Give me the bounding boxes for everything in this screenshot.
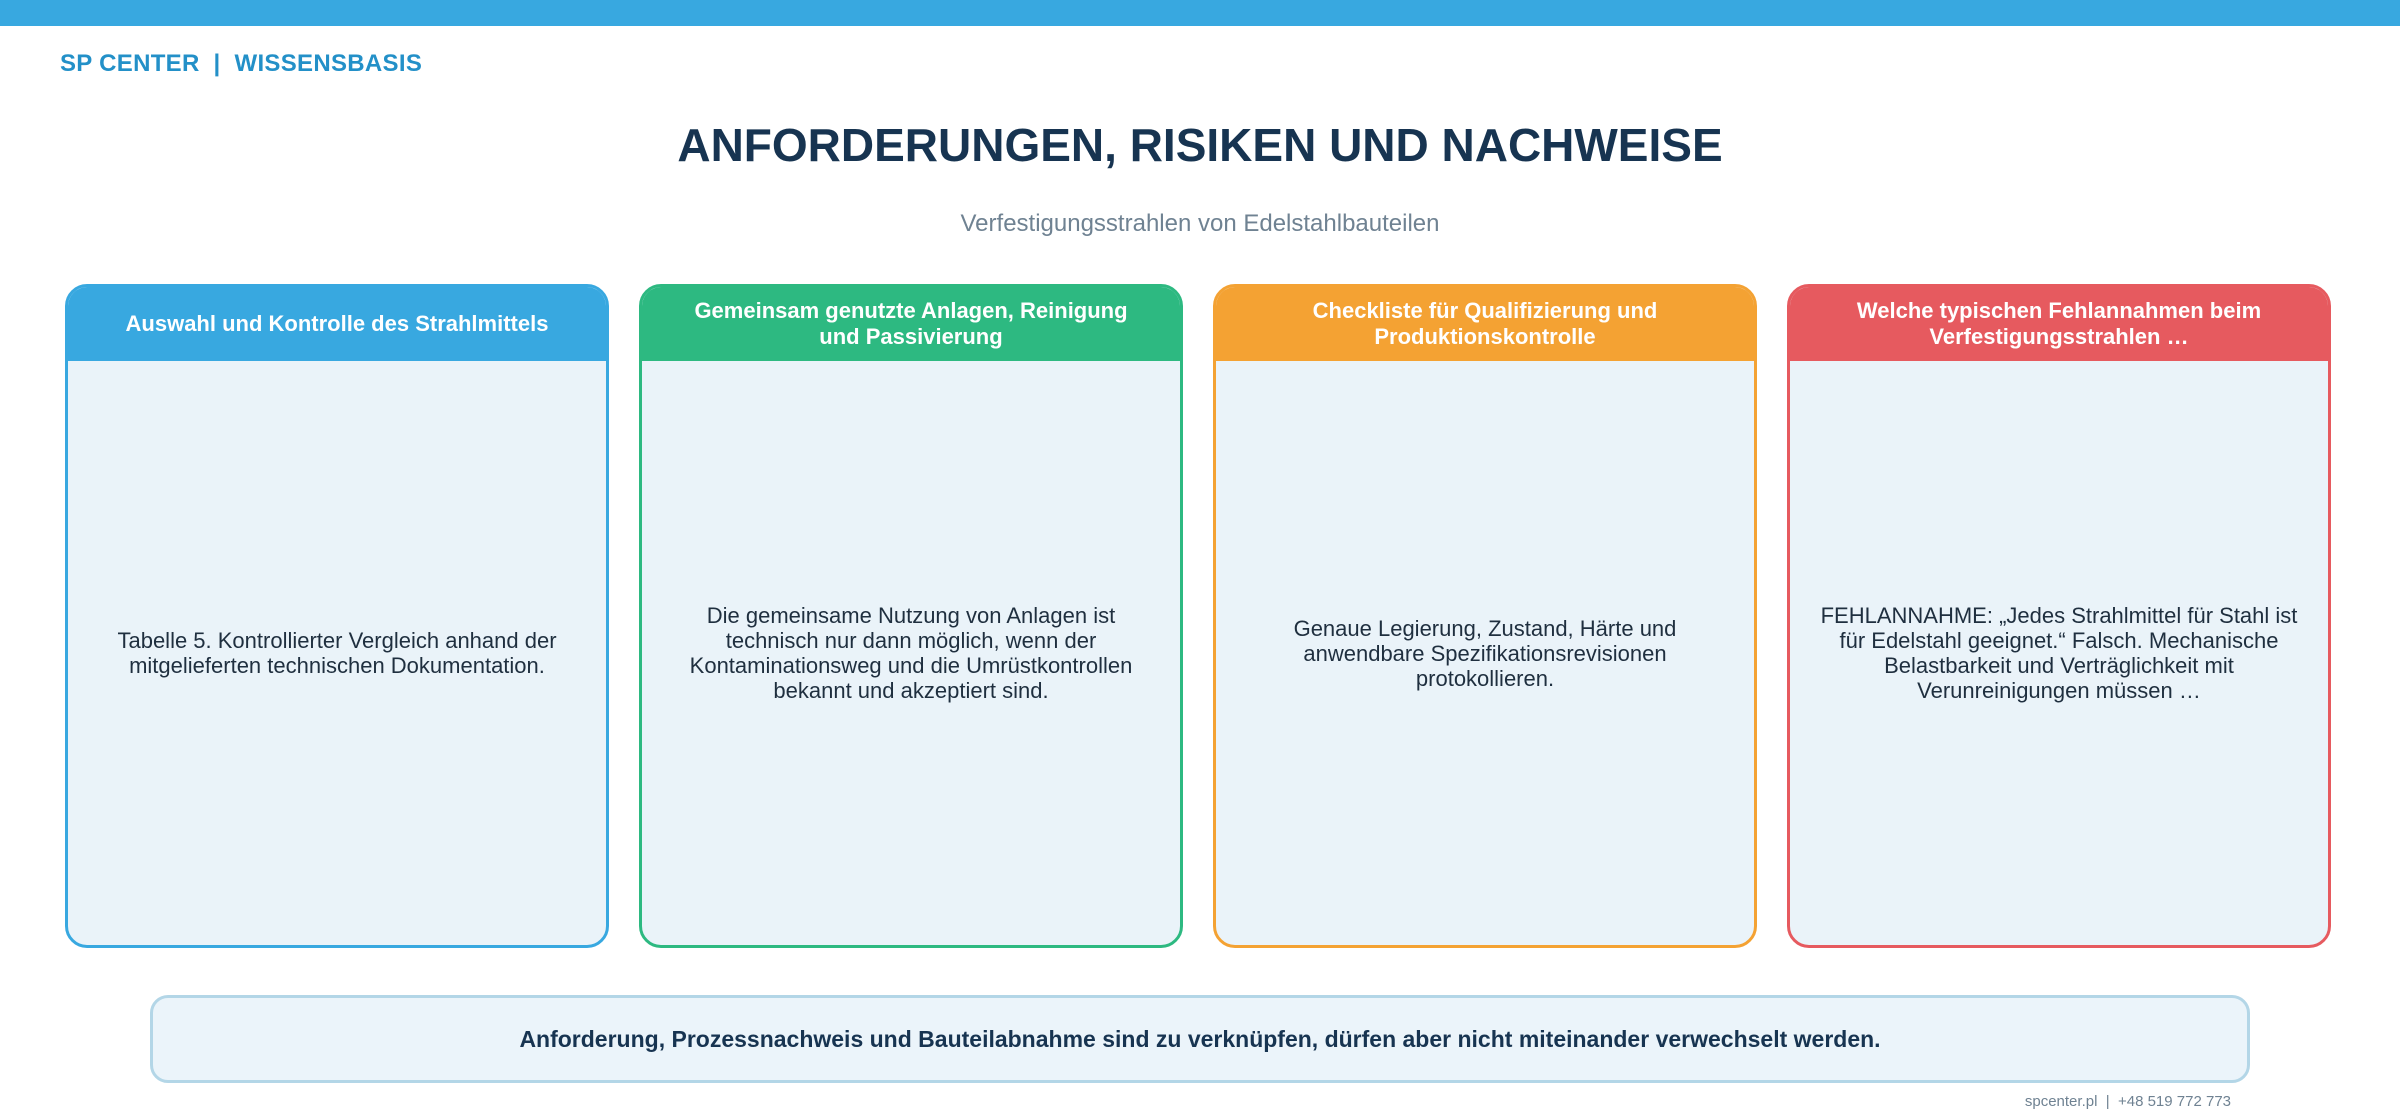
card-fehlannahmen xyxy=(1787,284,2331,948)
card-header: Welche typischen Fehlannahmen beim Verfestigungsstrahlen … xyxy=(1790,287,2328,361)
card-body: Tabelle 5. Kontrollierter Vergleich anhand der mitgelieferten technischen Dokumentation. xyxy=(117,628,557,678)
card-body: FEHLANNAHME: „Jedes Strahlmittel für Stahl ist für Edelstahl geeignet.“ Falsch. Mechanische Belastbarkeit und Verträglichkeit mit Verunreinigungen müssen … xyxy=(1820,603,2298,703)
footer-contact: spcenter.pl | +48 519 772 773 xyxy=(2024,1093,2231,1110)
card-header: Gemeinsam genutzte Anlagen, Reinigung und Passivierung xyxy=(642,287,1180,361)
summary-note: Anforderung, Prozessnachweis und Bauteilabnahme sind zu verknüpfen, dürfen aber nicht miteinander verwechselt werden. xyxy=(150,995,2250,1083)
card-anlagen xyxy=(639,284,1183,948)
brand-label: SP CENTER | WISSENSBASIS xyxy=(60,50,423,77)
card-body: Die gemeinsame Nutzung von Anlagen ist technisch nur dann möglich, wenn der Kontaminationsweg und die Umrüstkontrollen bekannt und akzeptiert sind. xyxy=(689,603,1133,703)
card-header: Auswahl und Kontrolle des Strahlmittels xyxy=(68,287,606,361)
page-title: ANFORDERUNGEN, RISIKEN UND NACHWEISE xyxy=(677,119,1723,171)
page-subtitle: Verfestigungsstrahlen von Edelstahlbauteilen xyxy=(960,210,1440,237)
top-accent-bar xyxy=(0,0,2400,26)
card-header: Checkliste für Qualifizierung und Produktionskontrolle xyxy=(1216,287,1754,361)
card-strahlmittel xyxy=(65,284,609,948)
card-body: Genaue Legierung, Zustand, Härte und anwendbare Spezifikationsrevisionen protokollieren. xyxy=(1293,615,1677,691)
card-checkliste xyxy=(1213,284,1757,948)
